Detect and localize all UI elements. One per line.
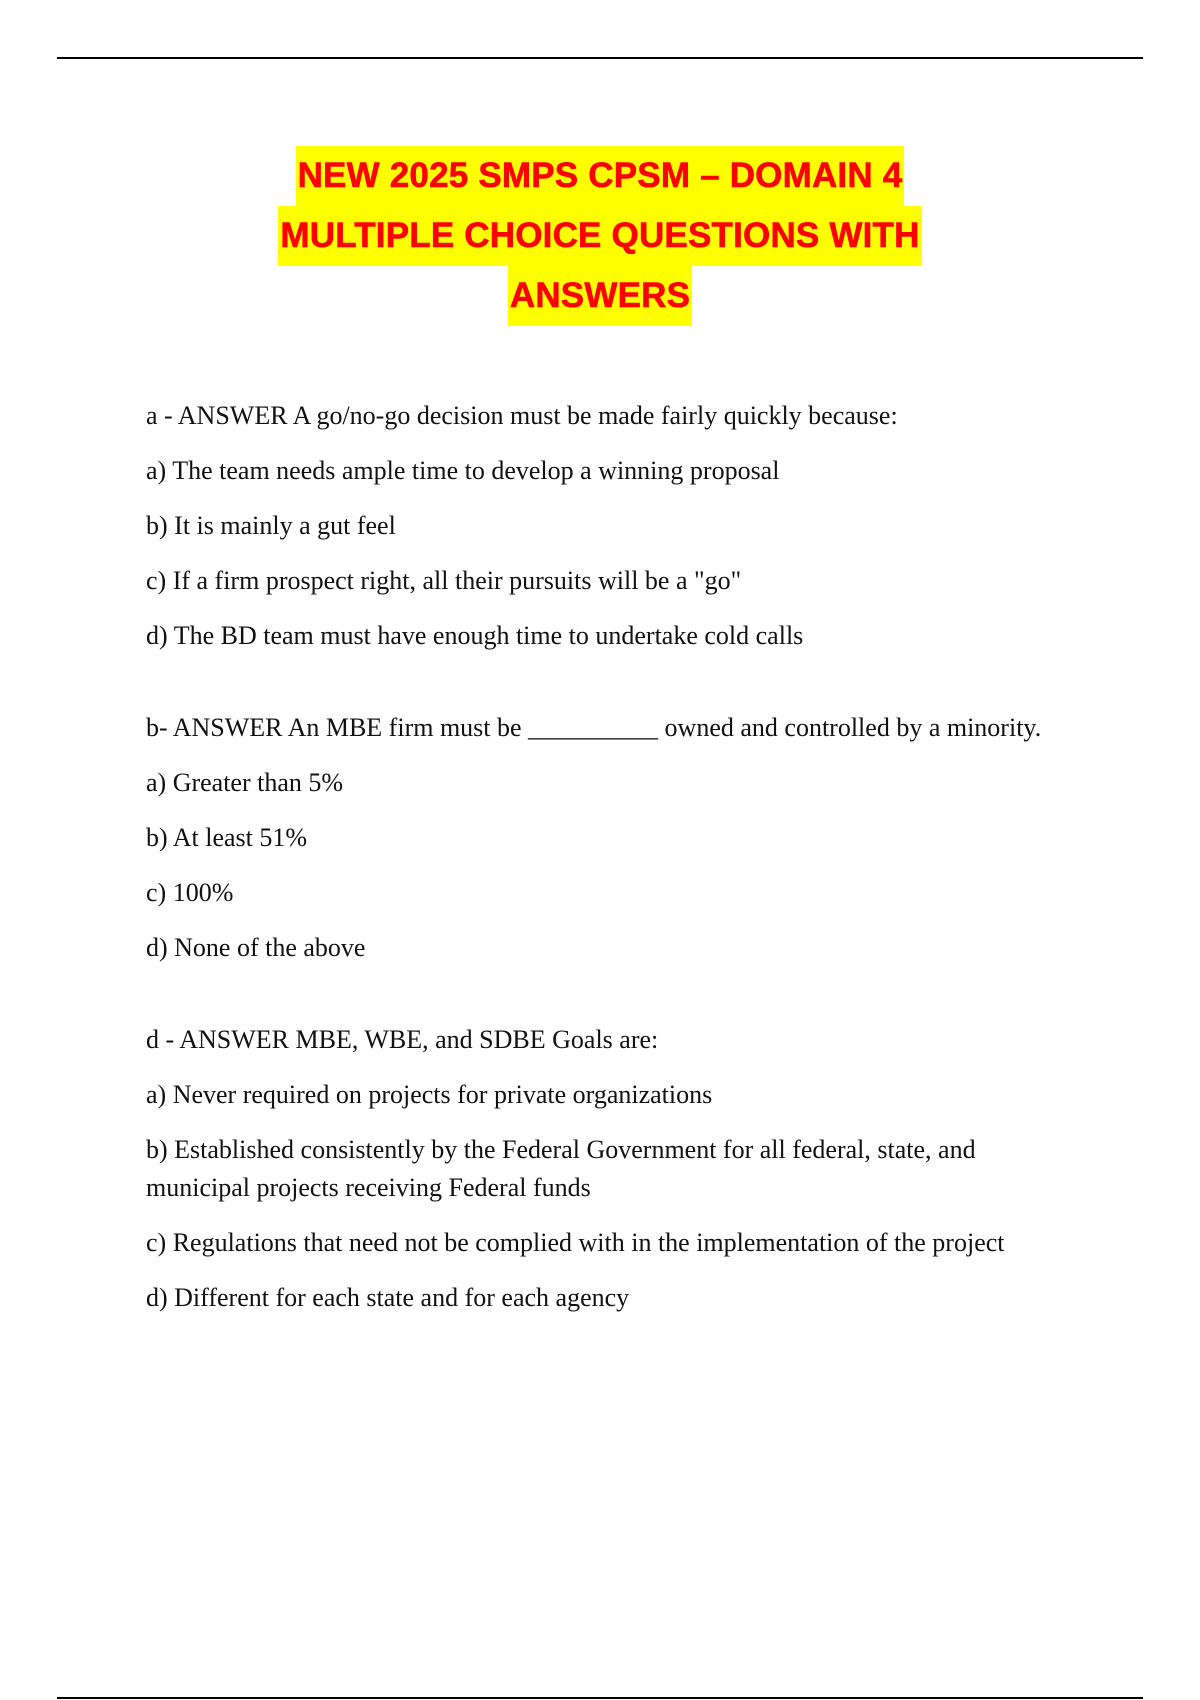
- answer-option: b) It is mainly a gut feel: [146, 511, 396, 540]
- answer-option: c) Regulations that need not be complied with in the implementation of the project: [146, 1228, 1005, 1257]
- questions-body: [146, 397, 1076, 1371]
- answer-option: a) Never required on projects for private organizations: [146, 1080, 713, 1109]
- bottom-rule: [57, 1697, 1143, 1699]
- answer-option: b) At least 51%: [146, 823, 308, 852]
- question-block-1: [146, 397, 1076, 655]
- document-title: [0, 146, 1200, 326]
- question-stem: a - ANSWER A go/no-go decision must be made fairly quickly because:: [146, 401, 898, 430]
- answer-option: c) 100%: [146, 878, 234, 907]
- answer-option: d) The BD team must have enough time to undertake cold calls: [146, 621, 804, 650]
- answer-option: d) Different for each state and for each agency: [146, 1283, 630, 1312]
- question-stem: b- ANSWER An MBE firm must be __________ owned and controlled by a minority.: [146, 713, 1042, 742]
- title-line-2: MULTIPLE CHOICE QUESTIONS WITH: [0, 206, 1200, 266]
- title-line-1: NEW 2025 SMPS CPSM – DOMAIN 4: [0, 146, 1200, 206]
- title-line-3: ANSWERS: [0, 266, 1200, 326]
- answer-option: a) The team needs ample time to develop a winning proposal: [146, 456, 780, 485]
- question-stem: d - ANSWER MBE, WBE, and SDBE Goals are:: [146, 1025, 659, 1054]
- top-rule: [57, 57, 1143, 59]
- answer-option: a) Greater than 5%: [146, 768, 344, 797]
- answer-option: b) Established consistently by the Federal Government for all federal, state, and municipal projects receiving Federal funds: [146, 1135, 976, 1202]
- answer-option: c) If a firm prospect right, all their pursuits will be a "go": [146, 566, 742, 595]
- question-block-3: [146, 1021, 1076, 1317]
- answer-option: d) None of the above: [146, 933, 366, 962]
- question-block-2: [146, 709, 1076, 967]
